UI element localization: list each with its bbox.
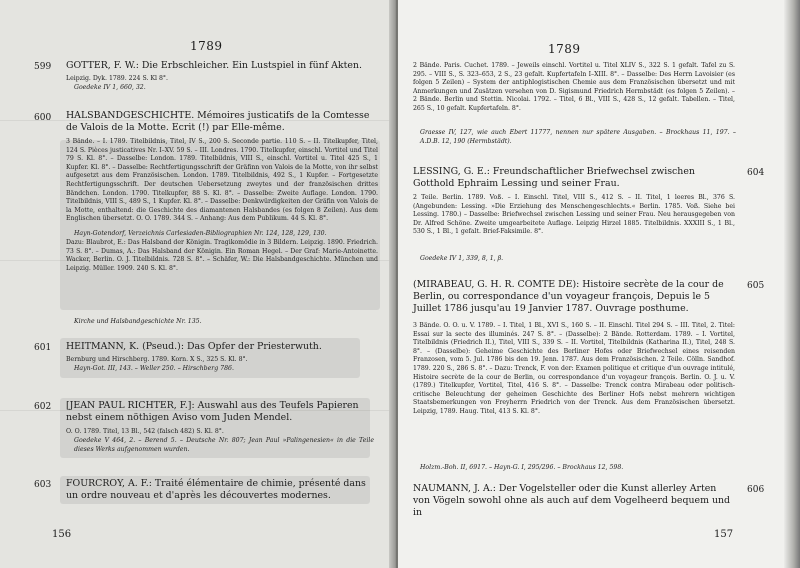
- entry-reference: Goedeke IV 1, 660, 32.: [74, 84, 146, 91]
- entry-reference: Holzm.-Boh. II, 6917. – Hayn-G. I, 295/296. – Brockhaus 12, 598.: [420, 464, 624, 471]
- entry-number: 600: [34, 113, 52, 123]
- entry-number: 606: [747, 485, 765, 495]
- entry-title: LESSING, G. E.: Freundschaftlicher Briefwechsel zwischen Gotthold Ephraim Lessing und seiner Frau.: [413, 166, 695, 189]
- continuation-body: 2 Bände. Paris. Cuchet. 1789. – Jeweils einschl. Vortitel u. Titel XLIV S., 322 S. 1 gefalt. Tafel zu S. 295. – VIII S., S. 323–653, 2 S., 23 gefalt. Kupfertafeln I–XIII. 8°. – Dasselbe: Des Herrn Lavoisier (es folgen 5 Zeilen) – System der antiphlogistischen Chemie aus dem Französischen übersetzt und mit Anmerkungen und Zusätzen versehen von D. Sigismund Friedrich Hermbstädt (es folgen 5 Zeilen). – 2 Bände. Berlin und Stettin. Nicolai. 1792. – Titel, 6 Bl., VIII S., 428 S., 12 gefalt. Tabellen. – Titel, 265 S., 10 gefalt. Kupfertafeln. 8°.: [413, 62, 735, 112]
- entry-body: Bernburg und Hirschberg. 1789. Korn. X S., 325 S. Kl. 8°.: [66, 356, 248, 363]
- entry-title: [JEAN PAUL RICHTER, F.]: Auswahl aus des Teufels Papieren nebst einem nöthigen Aviso vom Juden Mendel.: [66, 400, 359, 423]
- entry-reference: Hayn-Gotendorf, Verzeichnis Carlesiaden-Bibliographien Nr. 124, 128, 129, 130.: [74, 230, 327, 237]
- entry-body: 2 Teile. Berlin. 1789. Voß. – I. Einschl. Titel, VIII S., 412 S. – II. Titel, 1 leeres Bl., 376 S. (Angebunden: Lessing. »Die Erziehung des Menschengeschlechts.« Berlin. 1785. Voß. Siehe bei Lessing. 1780.) – Dasselbe: Briefwechsel zwischen Lessing und seiner Frau. Neu herausgegeben von Dr. Alfred Schöne. Zweite umgearbeitete Auflage. Leipzig Hirzel 1885. Titelbildnis. XXXIII S., 1 Bl., 530 S., 1 Bl., 1 gefalt. Brief-Faksimile. 8°.: [413, 194, 735, 236]
- right-page-number: 157: [714, 529, 734, 540]
- entry-number: 602: [34, 402, 52, 412]
- entry-reference: Goedeke V 464, 2. – Berend 5. – Deutsche Nr. 807; Jean Paul »Palingenesien« in die Teile dieses Werks aufgenommen wurden.: [74, 437, 374, 453]
- left-page: [0, 0, 398, 568]
- entry-number: 599: [34, 62, 52, 72]
- right-running-head: 1789: [548, 42, 581, 56]
- left-running-head: 1789: [190, 39, 223, 53]
- entry-reference: Goedeke IV 1, 339, 8, 1, β.: [420, 255, 504, 262]
- entry-number: 605: [747, 281, 765, 291]
- entry-title: FOURCROY, A. F.: Traité élémentaire de chimie, présenté dans un ordre nouveau et d'après les découvertes modernes.: [66, 478, 366, 501]
- entry-title: GOTTER, F. W.: Die Erbschleicher. Ein Lustspiel in fünf Akten.: [66, 60, 362, 71]
- entry-body: Leipzig. Dyk. 1789. 224 S. Kl 8°.: [66, 75, 168, 82]
- entry-title: HEITMANN, K. (Pseud.): Das Opfer der Priesterwuth.: [66, 341, 322, 352]
- entry-reference: Hayn-Got. III, 143. – Weller 250. – Hirschberg 786.: [74, 365, 234, 372]
- entry-title: NAUMANN, J. A.: Der Vogelsteller oder die Kunst allerley Arten von Vögeln sowohl ohne als auch auf dem Vogelheerd bequem und in: [413, 483, 731, 518]
- entry-reference: Kirche und Halsbandgeschichte Nr. 135.: [74, 318, 202, 325]
- entry-number: 603: [34, 480, 52, 490]
- entry-number: 604: [747, 168, 765, 178]
- entry-title: HALSBANDGESCHICHTE. Mémoires justicatifs de la Comtesse de Valois de la Motte. Ecrit (!) par Elle-même.: [66, 110, 370, 133]
- entry-body-additional: Dazu: Blaubrot, E.: Das Halsband der Königin. Tragikomödie in 3 Bildern. Leipzig. 1890. Friedrich. 73 S. 8°. – Dumas, A.: Das Halsband der Königin. Ein Roman Hegel. – Der Graf: Marie-Antoinette. Wacker, Berlin. O. J. Titelbildnis. 728 S. 8°. – Schäfer, W.: Die Halsbandgeschichte. München und Leipzig. Müller. 1909. 240 S. Kl. 8°.: [66, 239, 378, 272]
- entry-body: 3 Bände. O. O. u. V. 1789. – I. Titel, 1 Bl., XVI S., 160 S. – II. Einschl. Titel 294 S. – III. Titel, 2. Titel: Essai sur la secte des illuminés. 247 S. 8°. – (Dasselbe): 2 Bände. Rotterdam. 1789. – I. Vortitel, Titelbildnis (Friedrich II.), Titel, VIII S., 339 S. – II. Vortitel, Titelbildnis (Katharina II.), Titel, 248 S. 8°. – (Dasselbe): Geheime Geschichte des Berliner Hofes oder Briefwechsel eines reisenden Franzosen, vom 5. Jul. 1786 bis den 19. Jenn. 1787. Aus dem Französischen. 2 Teile. Cölln. Sandhof. 1789. 220 S., 286 S. 8°. – Dazu: Trenck, F. von der: Examen politique et critique d'un ouvrage intitulé, Histoire secrète de la cour de Berlin, ou correspondance d'un voyageur françois. Berlin. O. J. u. V. (1789.) Titelkupfer, Vortitel, Titel, 416 S. 8°. – Dasselbe: Trenck contra Mirabeau oder politisch-critische Beleuchtung der geheimen Geschichte des Berliner Hofs nebst mehrern wichtigen Staatsbemerkungen von Freyherrn Friedrich von der Trenck. Aus dem Französischen übersetzt. Leipzig, 1789. Haug. Titel, 413 S. Kl. 8°.: [413, 322, 735, 415]
- page-edge-shadow: [784, 0, 800, 568]
- entry-number: 601: [34, 343, 52, 353]
- entry-body: 3 Bände. – I. 1789. Titelbildnis, Titel, IV S., 200 S. Seconde partie. 110 S. – II. Titelkupfer, Titel, 124 S. Pièces justicatives Nr. I–XV. 59 S. – III. Londres. 1790. Titelkupfer, einschl. Vortitel und Titel 79 S. Kl. 8°. – Dasselbe: London. 1789. Titelbildnis, VIII S., einschl. Vortitel u. Titel 425 S., 1 Kupfer. Kl. 8°. – Dasselbe: Rechtfertigungsschrift der Gräfinn von Valois de la Motte, von ihr selbst aufgesetzt aus dem Französischen. London. 1789. Titelbildnis, 492 S., 1 Kupfer. – Fortgesetzte Rechtfertigungsschrift. Der deutschen Uebersetzung zweytes und der französischen drittes Bändchen. London. 1790. Titelkupfer, 88 S. Kl. 8°. – Dasselbe: Zweite Auflage. London. 1790. Titelbildnis, VIII S., 489 S., 1 Kupfer. Kl. 8°. – Dasselbe: Denkwürdigkeiten der Gräfin von Valois de la Motte, enthaltend: die Geschichte des diamantenen Halsbandes (es folgen 8 Zeilen). Aus dem Englischen übersetzt. O. O. 1789. 344 S. – Anhang: Aus dem Publikum. 44 S. Kl. 8°.: [66, 138, 378, 223]
- entry-body: O. O. 1789. Titel, 13 Bl., 542 (falsch 482) S. Kl. 8°.: [66, 428, 224, 435]
- right-page: [398, 0, 800, 568]
- continuation-reference: Graesse IV, 127, wie auch Ebert 11777, nennen nur spätere Ausgaben. – Brockhaus 11, 197. – A.D.B. 12, 190 (Hermbstädt).: [420, 129, 736, 145]
- entry-title: (MIRABEAU, G. H. R. COMTE DE): Histoire secrète de la cour de Berlin, ou correspondance d'un voyageur françois, Depuis le 5 Juillet 1786 jusqu'au 19 Janvier 1787. Ouvrage posthume.: [413, 279, 724, 314]
- left-page-number: 156: [52, 529, 72, 540]
